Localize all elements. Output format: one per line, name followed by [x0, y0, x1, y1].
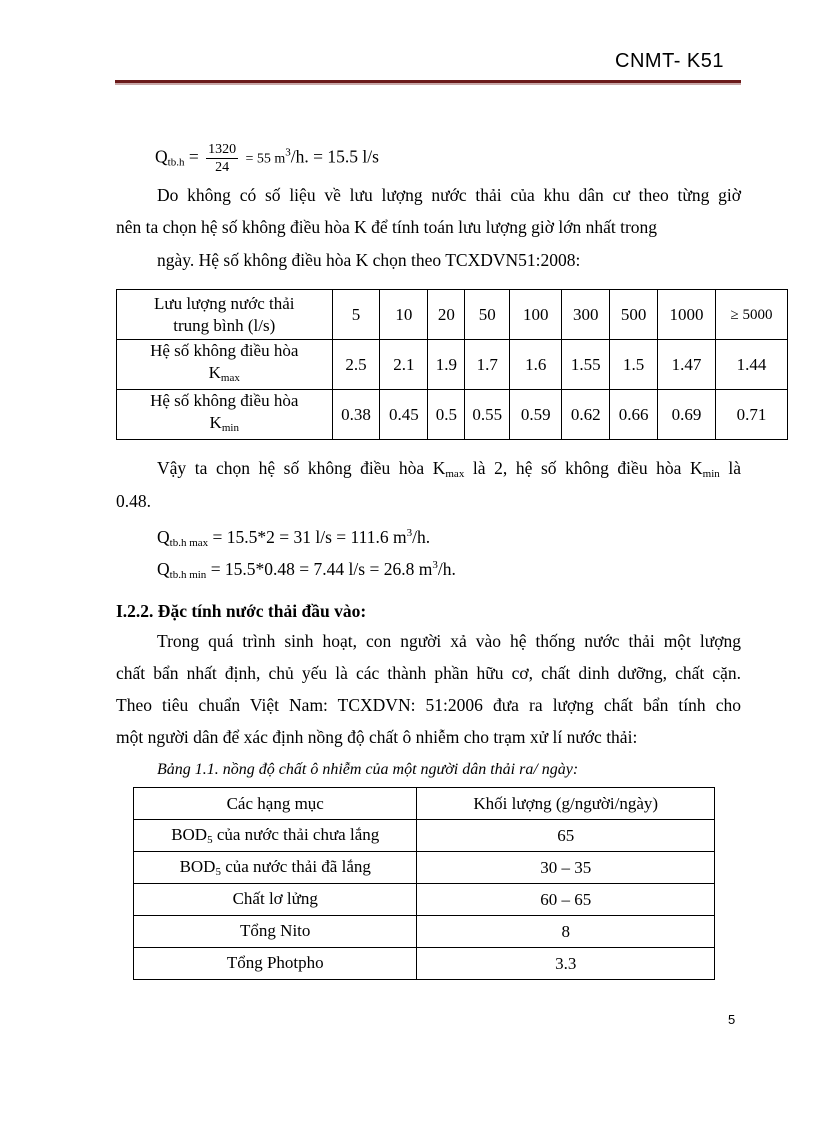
para2-line1: Vậy ta chọn hệ số không điều hòa $K_{max}$ là 2, hệ số không điều hòa $K_{min}$ là [157, 458, 741, 480]
formula-mid: = 55 m [245, 151, 286, 167]
k-table-cell: 50 [465, 290, 510, 340]
section-heading: I.2.2. Đặc tính nước thải đầu vào: [116, 601, 367, 621]
fraction-denominator: 24 [215, 160, 230, 175]
k-table-cell: 2.1 [380, 340, 428, 390]
k-table-cell: 0.59 [510, 390, 562, 440]
k-table-cell: 0.69 [658, 390, 716, 440]
para3-line1: Trong quá trình sinh hoạt, con người xả vào hệ thống nước thải một lượng [157, 631, 741, 651]
table-row [134, 852, 715, 884]
k-table-cell: 1000 [658, 290, 716, 340]
k-table-label-kmax: Hệ số không điều hòa $K_{max}$ [117, 340, 333, 390]
k-table-cell: 0.71 [716, 390, 788, 440]
header-divider [115, 80, 741, 85]
k-table-label-kmin: Hệ số không điều hòa $K_{min}$ [117, 390, 333, 440]
k-table-cell: 500 [610, 290, 658, 340]
item-cell: Chất lơ lửng [134, 884, 417, 916]
table-caption: Bảng 1.1. nồng độ chất ô nhiễm của một người dân thải ra/ ngày: [157, 761, 579, 778]
item-cell: $BOD_5$ của nước thải chưa lắng [134, 820, 417, 852]
para2-line2: 0.48. [116, 491, 151, 511]
k-table-cell: 1.9 [428, 340, 465, 390]
mass-cell: 30 – 35 [417, 852, 715, 884]
k-table-cell: 0.66 [610, 390, 658, 440]
formula-lhs-sub: tb.h [167, 156, 185, 169]
k-table-cell: 0.5 [428, 390, 465, 440]
k-table-cell: 0.38 [332, 390, 380, 440]
table-row [134, 820, 715, 852]
para3-line4: một người dân để xác định nồng độ chất ô nhiễm cho trạm xử lí nước thải: [116, 727, 638, 747]
k-table-cell: 5 [332, 290, 380, 340]
k-table-row-flow [117, 290, 788, 340]
k-table-cell: 1.47 [658, 340, 716, 390]
k-coefficient-table [116, 289, 788, 440]
k-table-row-kmin [117, 390, 788, 440]
header-title: CNMT- K51 [615, 50, 724, 72]
mass-cell: 65 [417, 820, 715, 852]
mass-cell: 3.3 [417, 948, 715, 980]
pollutant-table [133, 787, 715, 980]
k-table-row-kmax [117, 340, 788, 390]
header-mass: Khối lượng (g/người/ngày) [417, 788, 715, 820]
k-table-cell: 0.45 [380, 390, 428, 440]
k-table-cell: 1.6 [510, 340, 562, 390]
k-table-cell: 2.5 [332, 340, 380, 390]
k-table-cell: 300 [562, 290, 610, 340]
k-table-cell: 0.62 [562, 390, 610, 440]
k-table-cell: 1.55 [562, 340, 610, 390]
k-table-cell: 20 [428, 290, 465, 340]
table-row [134, 916, 715, 948]
k-table-cell: 1.44 [716, 340, 788, 390]
k-table-cell: 0.55 [465, 390, 510, 440]
formula-qmin: $Q_{tb.h min} = 15.5*0.48 = 7.44$ l/s = 26.8 $m^3/h$. [157, 559, 456, 581]
k-table-cell: 1.5 [610, 340, 658, 390]
para1-line2: nên ta chọn hệ số không điều hòa K để tính toán lưu lượng giờ lớn nhất trong [116, 217, 658, 237]
mass-cell: 8 [417, 916, 715, 948]
pollutant-table-header [134, 788, 715, 820]
para3-line3: Theo tiêu chuẩn Việt Nam: TCXDVN: 51:2006 đưa ra lượng chất bẩn tính cho [116, 695, 741, 715]
item-cell: Tổng Nito [134, 916, 417, 948]
formula-qmax: $Q_{tb.h max} = 15.5*2 = 31$ l/s = 111.6 $m^3/h$. [157, 527, 431, 549]
formula-qtbh [155, 141, 379, 176]
formula-eq: = [188, 146, 199, 167]
para1-line3: ngày. Hệ số không điều hòa K chọn theo TCXDVN51:2008: [157, 250, 581, 270]
formula-rhs: /h. = 15.5 l/s [290, 146, 379, 167]
page-number: 5 [728, 1012, 736, 1027]
k-table-cell: 10 [380, 290, 428, 340]
header-item: Các hạng mục [134, 788, 417, 820]
table-row [134, 948, 715, 980]
formula-lhs: Q [155, 146, 168, 167]
k-table-cell: ≥ 5000 [716, 290, 788, 340]
para1-line1: Do không có số liệu về lưu lượng nước thải của khu dân cư theo từng giờ [157, 185, 741, 205]
para3-line2: chất bẩn nhất định, chủ yếu là các thành phần hữu cơ, chất dinh dưỡng, chất cặn. [116, 663, 741, 683]
formula-sup: 3 [285, 146, 291, 159]
formula-fraction [206, 141, 238, 176]
k-table-cell: 100 [510, 290, 562, 340]
item-cell: Tổng Photpho [134, 948, 417, 980]
k-table-cell: 1.7 [465, 340, 510, 390]
item-cell: $BOD_5$ của nước thải đã lắng [134, 852, 417, 884]
mass-cell: 60 – 65 [417, 884, 715, 916]
k-table-label-flow: Lưu lượng nước thải trung bình (l/s) [117, 290, 333, 340]
table-row [134, 884, 715, 916]
fraction-numerator: 1320 [208, 142, 237, 157]
